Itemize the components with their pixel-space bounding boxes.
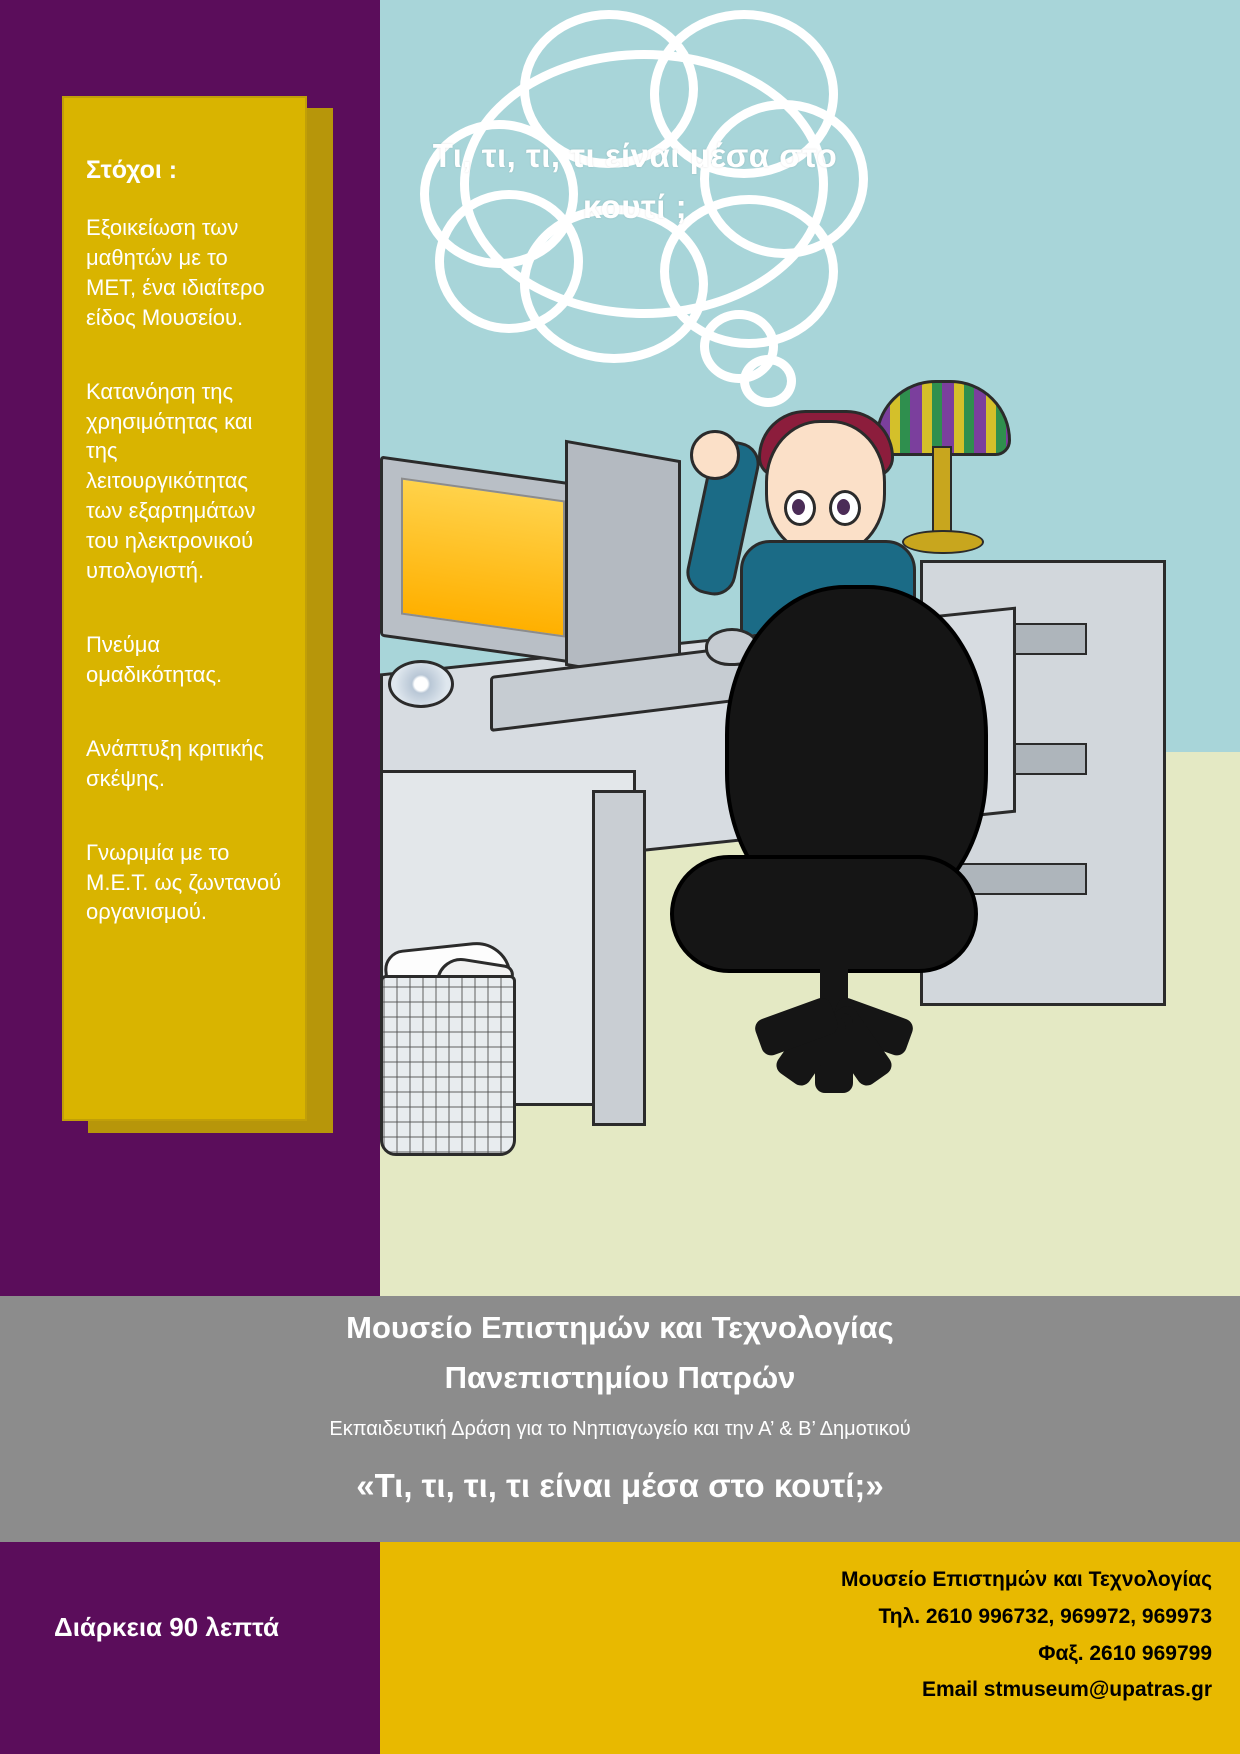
- contact-name: Μουσείο Επιστημών και Τεχνολογίας: [841, 1568, 1212, 1591]
- lamp-stem: [932, 446, 952, 540]
- thought-bubble-icon: [400, 10, 870, 390]
- thought-bubble-text: Τι, τι, τι, τι είναι μέσα στο κουτί ;: [432, 137, 838, 226]
- title-band: [0, 1296, 1240, 1542]
- contact-email: Email stmuseum@upatras.gr: [921, 1678, 1212, 1702]
- desk-leg: [592, 790, 646, 1126]
- cd-icon: [388, 660, 454, 708]
- duration-text: Διάρκεια 90 λεπτά: [54, 1612, 279, 1642]
- goals-item: Ανάπτυξη κριτικής σκέψης.: [86, 735, 264, 791]
- boy-hand: [690, 430, 740, 480]
- goals-item: Γνωριμία με το Μ.Ε.Τ. ως ζωντανού οργανισμού.: [86, 839, 282, 925]
- museum-title-line1: Μουσείο Επιστημών και Τεχνολογίας: [346, 1310, 894, 1345]
- contact-fax: Φαξ. 2610 969799: [1038, 1641, 1212, 1665]
- footer-duration-panel: [0, 1542, 380, 1754]
- monitor-icon: [380, 456, 586, 666]
- goals-box: [62, 96, 307, 1121]
- goals-title: Στόχοι :: [86, 156, 178, 184]
- program-quote: «Τι, τι, τι, τι είναι μέσα στο κουτί;»: [356, 1467, 884, 1504]
- goals-item: Κατανόηση της χρησιμότητας και της λειτουργικότητας των εξαρτημάτων του ηλεκτρονικού υπολογιστή.: [86, 378, 256, 584]
- program-subtitle: Εκπαιδευτική Δράση για το Νηπιαγωγείο και την Α’ & Β’ Δημοτικού: [329, 1418, 911, 1440]
- lamp-foot: [902, 530, 984, 554]
- computer-tower-icon: [565, 440, 681, 686]
- wastebasket-icon: [380, 975, 516, 1156]
- contact-phone: Τηλ. 2610 996732, 969972, 969973: [878, 1604, 1212, 1628]
- chair-base: [710, 1005, 960, 1095]
- museum-title-line2: Πανεπιστημίου Πατρών: [444, 1360, 796, 1395]
- footer-bar: [0, 1542, 1240, 1754]
- boy-eye-right: [829, 490, 861, 526]
- goals-item: Εξοικείωση των μαθητών με το ΜΕΤ, ένα ιδιαίτερο είδος Μουσείου.: [86, 215, 265, 330]
- boy-eye-left: [784, 490, 816, 526]
- boy-head-icon: [765, 420, 886, 556]
- illustration-scene: [380, 0, 1240, 1296]
- goals-item: Πνεύμα ομαδικότητας.: [86, 631, 223, 687]
- footer-contact-panel: [380, 1542, 1240, 1754]
